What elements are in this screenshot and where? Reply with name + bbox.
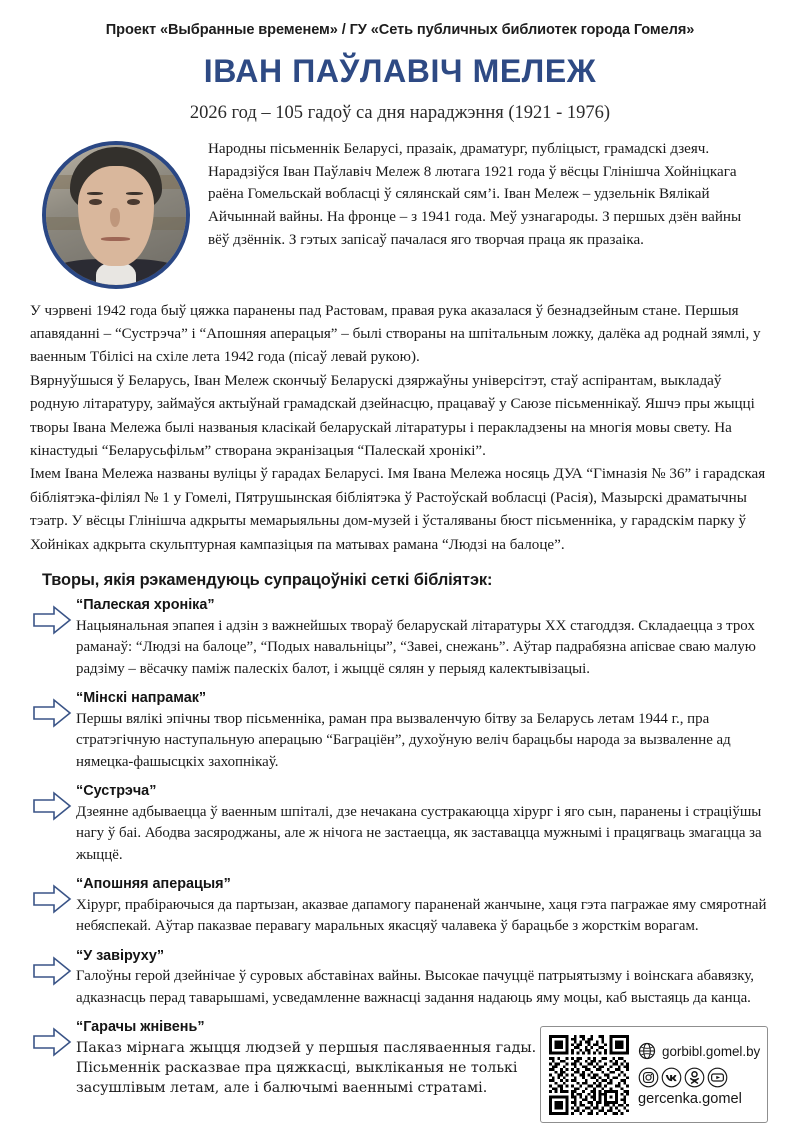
right-arrow-icon	[32, 1027, 74, 1057]
portrait-mouth	[101, 237, 130, 241]
biography-paragraph-2: Вярнуўшыся ў Беларусь, Іван Мележ скончыў Беларускі дзяржаўны універсітэт, стаў аспірантам, выкладаў родную літаратуру, займаўся актыўнай грамадскай дзейнасцю, працаваў у Саюзе пісьменнікаў. Яшчэ пры жыцці творы Івана Мележа былі названыя класікай беларускай літаратуры і перакладзены на многія мовы свету. На кінастудыі “Беларусьфільм” створана экранізацыя “Палескай хронікі”.	[30, 372, 755, 459]
list-item	[30, 782, 770, 866]
page-title: ІВАН ПАЎЛАВІЧ МЕЛЕЖ	[203, 53, 597, 89]
work-description: Нацыянальная эпапея і адзін з важнейшых твораў беларускай літаратуры ХХ стагоддзя. Складаецца з трох раманаў: “Людзі на балоце”, “Подых навальніцы”, “Завеі, снежань”. Аўтар падрабязна апісвае сваю малую радзіму – вёсачку паміж палескіх балот, і жыццё сялян у перыяд калектывізацыі.	[76, 617, 756, 677]
work-body	[74, 782, 770, 866]
list-item	[30, 947, 770, 1010]
right-arrow-icon	[32, 605, 74, 635]
social-icons-row	[638, 1067, 760, 1088]
globe-icon	[638, 1042, 656, 1060]
work-title: “Палеская хроніка”	[76, 596, 215, 613]
portrait-photo	[42, 141, 190, 289]
biography-paragraph-1: У чэрвені 1942 года быў цяжка паранены пад Растовам, правая рука аказалася ў безнадзейным стане. Першыя апавяданні – “Сустрэча” і “Апошняя аперацыя” – былі створаны на шпітальным ложку, далёка ад роднай зямлі, у ваенным Тбілісі на схіле лета 1942 года (пісаў левай рукою).	[30, 302, 761, 366]
works-list	[30, 596, 770, 1099]
project-line: Проект «Выбранные временем» / ГУ «Сеть публичных библиотек города Гомеля»	[105, 22, 695, 38]
work-description: Хірург, прабіраючыся да партызан, аказвае дапамогу параненай жанчыне, хаця гэта пагражае яму смяротнай небяспекай. Аўтар паказвае перавагу маральных якасцяў чалавека ў барацьбе з жорсткім ворагам.	[76, 896, 767, 935]
work-title: “Сустрэча”	[76, 783, 157, 800]
portrait-collar	[96, 262, 135, 288]
biography-block	[30, 300, 770, 557]
intro-paragraph: Народны пісьменнік Беларусі, празаік, драматург, публіцыст, грамадскі дзеяч. Нарадзіўся Іван Паўлавіч Мележ 8 лютага 1921 года ў вёсцы Глінішча Хойніцкага раёна Гомельскай вобласці ў сялянскай сям’і. Іван Мележ – удзельнік Вялікай Айчыннай вайны. На фронце – з 1941 года. Меў узнагароды. З першых дзён вайны вёў дзённік. З гэтых запісаў пачалася яго творчая праца як празаіка.	[208, 140, 742, 249]
social-handle[interactable]: gercenka.gomel	[638, 1091, 742, 1107]
work-body	[74, 875, 770, 938]
vk-icon[interactable]	[661, 1067, 682, 1088]
contact-box	[540, 1026, 768, 1123]
intro-block	[30, 138, 770, 290]
right-arrow-icon	[32, 791, 74, 821]
work-body	[74, 947, 770, 1010]
odnoklassniki-icon[interactable]	[684, 1067, 705, 1088]
work-description: Дзеянне адбываецца ў ваенным шпіталі, дзе нечакана сустракаюцца хірург і яго сын, паранены і страціўшы нагу ў баі. Абодва засяроджаны, але ж нічога не застаецца, як заставацца мужнымі і працягваць змагацца за жыццё.	[76, 803, 762, 863]
list-item	[30, 689, 770, 773]
work-title: “Мінскі напрамак”	[76, 689, 207, 706]
anniversary-subtitle: 2026 год – 105 гадоў са дня нараджэння (1921 - 1976)	[189, 102, 611, 123]
works-section-heading: Творы, якія рэкамендуюць супрацоўнікі сеткі бібліятэк:	[42, 570, 493, 589]
work-title: “У завіруху”	[76, 947, 165, 964]
work-description: Галоўны герой дзейнічае ў суровых абставінах вайны. Высокае пачуццё патрыятызму і воінскага абавязку, адказнасць перад таварышамі, усведамленне важнасці задання надаюць яму моцы, каб выстаяць да канца.	[76, 968, 754, 1006]
qr-code[interactable]	[549, 1035, 629, 1115]
work-body	[74, 689, 770, 773]
contact-details	[629, 1042, 760, 1107]
work-title: “Гарачы жнівень”	[76, 1019, 205, 1036]
instagram-icon[interactable]	[638, 1067, 659, 1088]
work-body	[74, 1018, 574, 1098]
right-arrow-icon	[32, 698, 74, 728]
work-body	[74, 596, 770, 680]
list-item	[30, 875, 770, 938]
right-arrow-icon	[32, 956, 74, 986]
biography-paragraph-3: Імем Івана Мележа названы вуліцы ў гарадах Беларусі. Імя Івана Мележа носяць ДУА “Гімназія № 36” і гарадская бібліятэка-філіял № 1 у Гомелі, Пятрушынская бібліятэка ў Растоўскай вобласці (Расія), Мазырскі драматычны тэатр. У вёсцы Глінішча адкрыты мемарыяльны дом-музей і ўсталяваны бюст пісьменніка, у гарадскім парку ў Хойніках адкрыта скульптурная кампазіцыя па матывах рамана “Людзі на балоце”.	[30, 466, 766, 553]
website-row[interactable]	[638, 1042, 760, 1060]
work-description: Першы вялікі эпічны твор пісьменніка, раман пра вызваленчую бітву за Беларусь летам 1944 г., пра стратэгічную наступальную аперацыю “Баграціён”, духоўную веліч барацьбы народа за вызваленне ад нямецка-фашысцкіх захопнікаў.	[76, 710, 731, 770]
youtube-icon[interactable]	[707, 1067, 728, 1088]
right-arrow-icon	[32, 884, 74, 914]
website-link[interactable]: gorbibl.gomel.by	[662, 1043, 761, 1059]
work-description: Паказ мірнага жыцця людзей у першыя пасляваенныя гады. Пісьменнік расказвае пра цяжкасці, выкліканыя не толькі засушлівым летам, але і балючымі ваеннымі стратамі.	[76, 1040, 537, 1097]
work-title: “Апошняя аперацыя”	[76, 876, 231, 893]
list-item	[30, 596, 770, 680]
